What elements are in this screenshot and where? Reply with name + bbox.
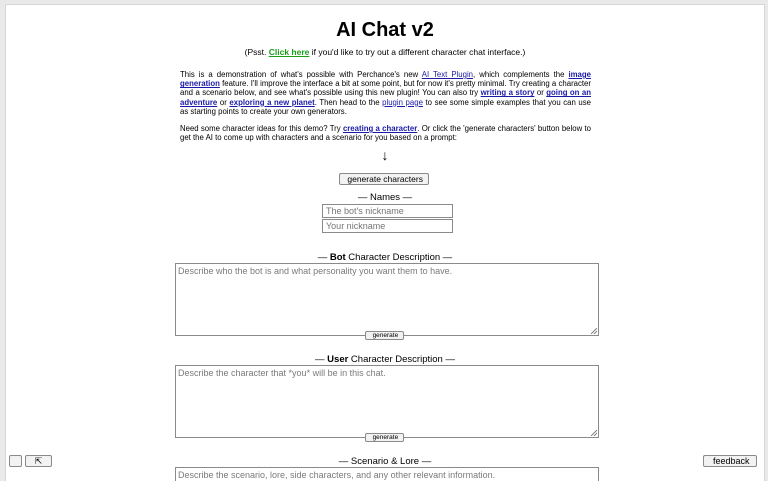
adventure-link[interactable]: going on an adventure xyxy=(180,88,591,107)
intro-paragraph-1: This is a demonstration of what's possible with Perchance's new AI Text Plugin, which complements the image generation feature. I'll improve the interface a bit at some point, but for now it's pretty minimal. Try creating a character and a scenario below, and see what's possible using this new plugin! You can also try writing a story or going on an adventure or exploring a new planet. Then head to the plugin page to see some simple examples that you can use as starting points to create your own generators. xyxy=(180,70,591,116)
scenario-label: — Scenario & Lore — xyxy=(338,456,432,467)
creating-character-link[interactable]: creating a character xyxy=(342,124,418,133)
page xyxy=(5,4,765,481)
resize-handle[interactable] xyxy=(591,328,597,334)
image-generation-link[interactable]: image generation xyxy=(180,70,591,89)
generate-bot-description-button[interactable]: generate xyxy=(365,331,404,340)
bot-description-textarea[interactable]: Describe who the bot is and what personality you want them to have. xyxy=(175,263,599,336)
user-description-label: — User Character Description — xyxy=(315,354,455,365)
bot-nickname-input[interactable] xyxy=(322,204,453,218)
plugin-page-link[interactable]: plugin page xyxy=(382,97,423,107)
user-description-textarea[interactable]: Describe the character that *you* will be in this chat. xyxy=(175,365,599,438)
down-arrow-icon: ↓ xyxy=(381,147,389,163)
generate-characters-button[interactable]: generate characters xyxy=(339,173,429,185)
alt-interface-link[interactable]: Click here xyxy=(268,47,310,57)
page-title: AI Chat v2 xyxy=(336,19,434,41)
writing-story-link[interactable]: writing a story xyxy=(480,88,535,98)
resize-handle[interactable] xyxy=(591,430,597,436)
settings-button[interactable] xyxy=(9,455,22,467)
generate-user-description-button[interactable]: generate xyxy=(365,433,404,442)
psst-note: (Psst. Click here if you'd like to try out a different character chat interface.) xyxy=(244,47,526,57)
new-planet-link[interactable]: exploring a new planet xyxy=(229,97,315,107)
feedback-button[interactable]: feedback xyxy=(703,455,757,467)
names-label: — Names — xyxy=(357,192,413,203)
ai-text-plugin-link[interactable]: AI Text Plugin xyxy=(421,70,474,79)
scenario-textarea[interactable]: Describe the scenario, lore, side characters, and any other relevant information. xyxy=(175,467,599,481)
user-nickname-input[interactable] xyxy=(322,219,453,233)
intro-paragraph-2: Need some character ideas for this demo? Try creating a character. Or click the 'generate characters' button below to get the AI to come up with characters and a scenario for you based on a prompt: xyxy=(180,124,591,143)
bot-description-label: — Bot Character Description — xyxy=(317,252,453,263)
expand-button[interactable] xyxy=(25,455,52,467)
expand-icon: ⇱ xyxy=(34,455,43,466)
